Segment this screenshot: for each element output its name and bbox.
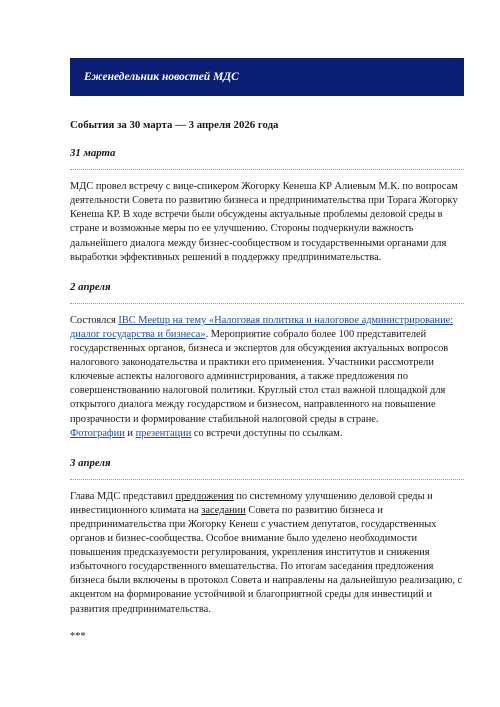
paragraph-text: Глава МДС представил <box>70 490 176 502</box>
date-heading-2-april: 2 апреля <box>70 280 111 293</box>
presentations-link[interactable]: презентации <box>135 427 192 439</box>
news-paragraph-31-march: МДС провел встречу с вице-спикером Жогорку Кенеша КР Алиевым М.К. по вопросам деятельности Совета по развитию бизнеса и предпринимательства при Торага Жогорку Кенеша КР. В ходе встречи были обсуждены актуальные проблемы деловой среды в стране и возможные меры по ее улучшению. Стороны подчеркнули важность дальнейшего диалога между бизнес-сообществом и государственными органами для выработки эффективных решений в поддержку предпринимательства. <box>70 181 458 263</box>
newsletter-banner <box>70 58 464 96</box>
ibc-meetup-link[interactable]: IBC Meetup на тему «Налоговая политика и налоговое администрирование: диалог государства и бизнеса» <box>70 314 454 340</box>
paragraph-text: со встречи доступны по ссылкам. <box>191 427 343 439</box>
media-links-line <box>70 427 464 441</box>
events-title: События за 30 марта — 3 апреля 2026 года <box>70 119 279 131</box>
section-divider <box>70 303 464 304</box>
meeting-link[interactable]: заседании <box>201 504 246 516</box>
paragraph-text: по системному улучшению деловой среды и инвестиционного климата на <box>70 490 433 516</box>
date-heading-3-april: 3 апреля <box>70 456 111 469</box>
date-heading-31-march: 31 марта <box>70 147 116 160</box>
section-divider <box>70 479 464 480</box>
news-paragraph-2-april <box>70 314 464 427</box>
conjunction-text: и <box>124 427 136 439</box>
section-separator-stars: *** <box>70 630 86 642</box>
proposals-link[interactable]: предложения <box>175 490 234 502</box>
photos-link[interactable]: Фотографии <box>70 427 125 439</box>
paragraph-text: Совета по развитию бизнеса и предпринимательства при Жогорку Кенеш с участием депутатов, государственных органов и бизнес-сообщества. Особое внимание было уделено необходимости повышения предсказуемости регулирования, укрепления институтов и снижения избыточного государственного вмешательства. По итогам заседания предложения бизнеса были включены в протокол Совета и направлены на дальнейшую реализацию, с акцентом на формирование устойчивой и благоприятной среды для инвестиций и развития предпринимательства. <box>70 504 463 615</box>
newsletter-content <box>70 118 464 644</box>
news-paragraph-3-april <box>70 490 464 617</box>
paragraph-text: . Мероприятие собрало более 100 представителей государственных органов, бизнеса и экспертов для обсуждения актуальных вопросов налогового законодательства и практики его применения. Участники рассмотрели ключевые аспекты налогового администрирования, а также предложения по совершенствованию налоговой политики. Круглый стол стал важной площадкой для открытого диалога между государством и бизнесом, направленного на повышение прозрачности и формирование стабильной налоговой среды в стране. <box>70 328 449 425</box>
section-divider <box>70 169 464 170</box>
paragraph-text: Состоялся <box>70 314 119 326</box>
banner-title: Еженедельник новостей МДС <box>84 71 239 83</box>
